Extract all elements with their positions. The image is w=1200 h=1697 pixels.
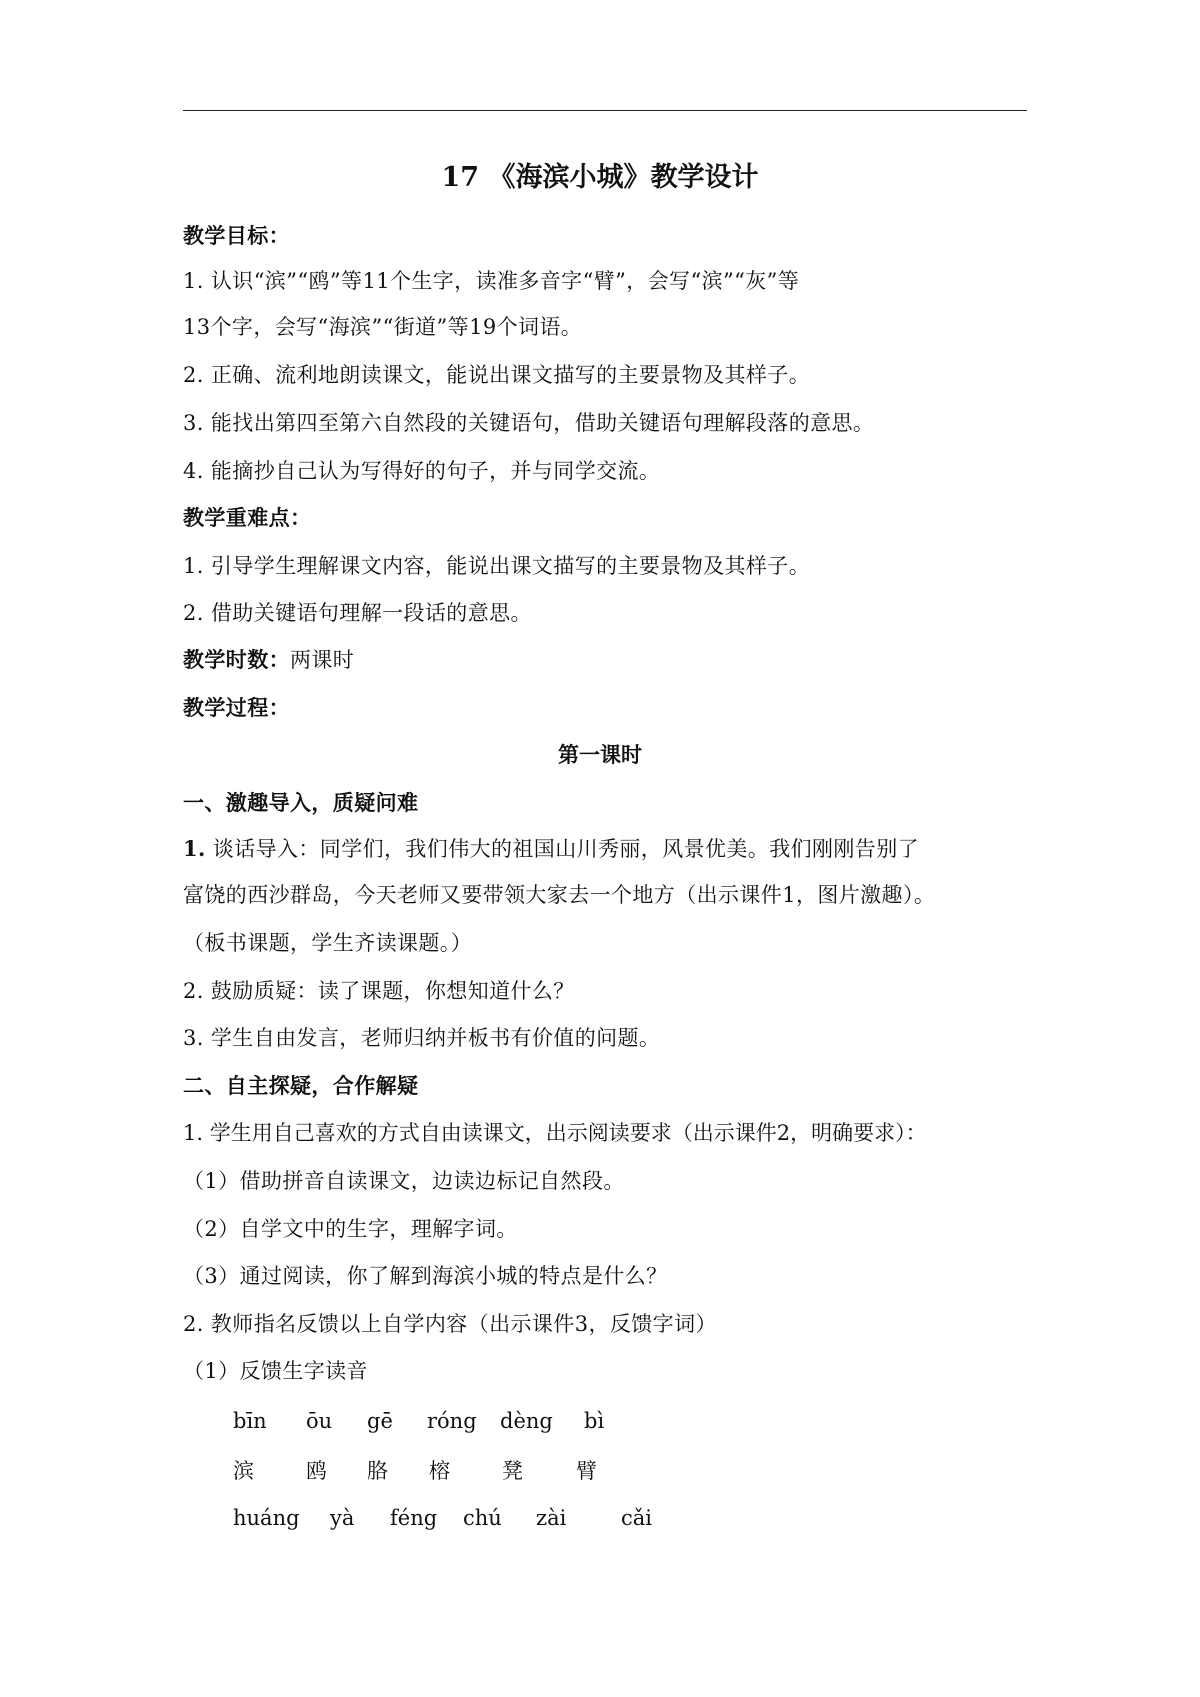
keypoints-heading: 教学重难点： [183, 505, 312, 530]
char-1-6: 臂 [576, 1459, 597, 1483]
keypoint-1: 1. 引导学生理解课文内容，能说出课文描写的主要景物及其样子。 [183, 554, 811, 578]
teaching-hours-value: 两课时 [290, 648, 355, 672]
section-1-item-1-line-3: （板书课题，学生齐读课题。） [183, 931, 473, 955]
char-1-4: 榕 [429, 1459, 450, 1483]
char-1-3: 胳 [367, 1459, 388, 1483]
pinyin-1-3: gē [367, 1409, 393, 1433]
section-2-item-1-a: （1）借助拼音自读课文，边读边标记自然段。 [183, 1169, 625, 1193]
pinyin-1-6: bì [584, 1409, 605, 1433]
objective-2: 2. 正确、流利地朗读课文，能说出课文描写的主要景物及其样子。 [183, 363, 811, 387]
pinyin-2-2: yà [330, 1506, 355, 1530]
objective-1-line-2: 13个字，会写“海滨”“街道”等19个词语。 [183, 315, 583, 339]
section-2-heading: 二、自主探疑，合作解疑 [183, 1073, 419, 1098]
pinyin-2-5: zài [536, 1506, 567, 1530]
pinyin-2-6: cǎi [621, 1506, 652, 1530]
section-1-heading: 一、激趣导入，质疑问难 [183, 790, 419, 815]
section-2-item-2-a: （1）反馈生字读音 [183, 1359, 368, 1383]
char-1-1: 滨 [233, 1459, 254, 1483]
pinyin-2-3: féng [390, 1506, 438, 1530]
section-1-item-3: 3. 学生自由发言，老师归纳并板书有价值的问题。 [183, 1026, 661, 1050]
teaching-hours [183, 645, 354, 675]
section-1-item-2: 2. 鼓励质疑：读了课题，你想知道什么？ [183, 979, 575, 1003]
pinyin-1-2: ōu [306, 1409, 333, 1433]
pinyin-1-4: róng [427, 1409, 477, 1433]
process-heading: 教学过程： [183, 695, 290, 720]
page-title: 17 《海滨小城》教学设计 [441, 162, 759, 193]
section-2-item-1-c: （3）通过阅读，你了解到海滨小城的特点是什么？ [183, 1264, 668, 1288]
char-1-2: 鸥 [306, 1459, 327, 1483]
lesson-1-heading: 第一课时 [558, 742, 642, 767]
section-1-item-1-line-1 [183, 834, 919, 864]
objective-3: 3. 能找出第四至第六自然段的关键语句，借助关键语句理解段落的意思。 [183, 411, 875, 435]
section-2-item-2: 2. 教师指名反馈以上自学内容（出示课件3，反馈字词） [183, 1312, 717, 1336]
teaching-hours-label: 教学时数： [183, 647, 290, 672]
pinyin-2-4: chú [463, 1506, 502, 1530]
char-1-5: 凳 [502, 1459, 523, 1483]
section-1-item-1-text: 谈话导入：同学们，我们伟大的祖国山川秀丽，风景优美。我们刚刚告别了 [205, 837, 920, 861]
pinyin-1-5: dèng [500, 1409, 553, 1433]
objective-1-line-1: 1. 认识“滨”“鸥”等11个生字，读准多音字“臂”，会写“滨”“灰”等 [183, 269, 800, 293]
section-1-item-1-line-2: 富饶的西沙群岛，今天老师又要带领大家去一个地方（出示课件1，图片激趣）。 [183, 883, 936, 907]
pinyin-2-1: huáng [233, 1506, 300, 1530]
keypoint-2: 2. 借助关键语句理解一段话的意思。 [183, 601, 532, 625]
section-1-item-1-number: 1. [183, 836, 206, 861]
section-2-item-1-b: （2）自学文中的生字，理解字词。 [183, 1217, 518, 1241]
section-2-item-1: 1. 学生用自己喜欢的方式自由读课文，出示阅读要求（出示课件2，明确要求）： [183, 1121, 927, 1145]
header-rule [183, 110, 1027, 111]
pinyin-1-1: bīn [233, 1409, 267, 1433]
objectives-heading: 教学目标： [183, 223, 290, 248]
objective-4: 4. 能摘抄自己认为写得好的句子，并与同学交流。 [183, 459, 661, 483]
